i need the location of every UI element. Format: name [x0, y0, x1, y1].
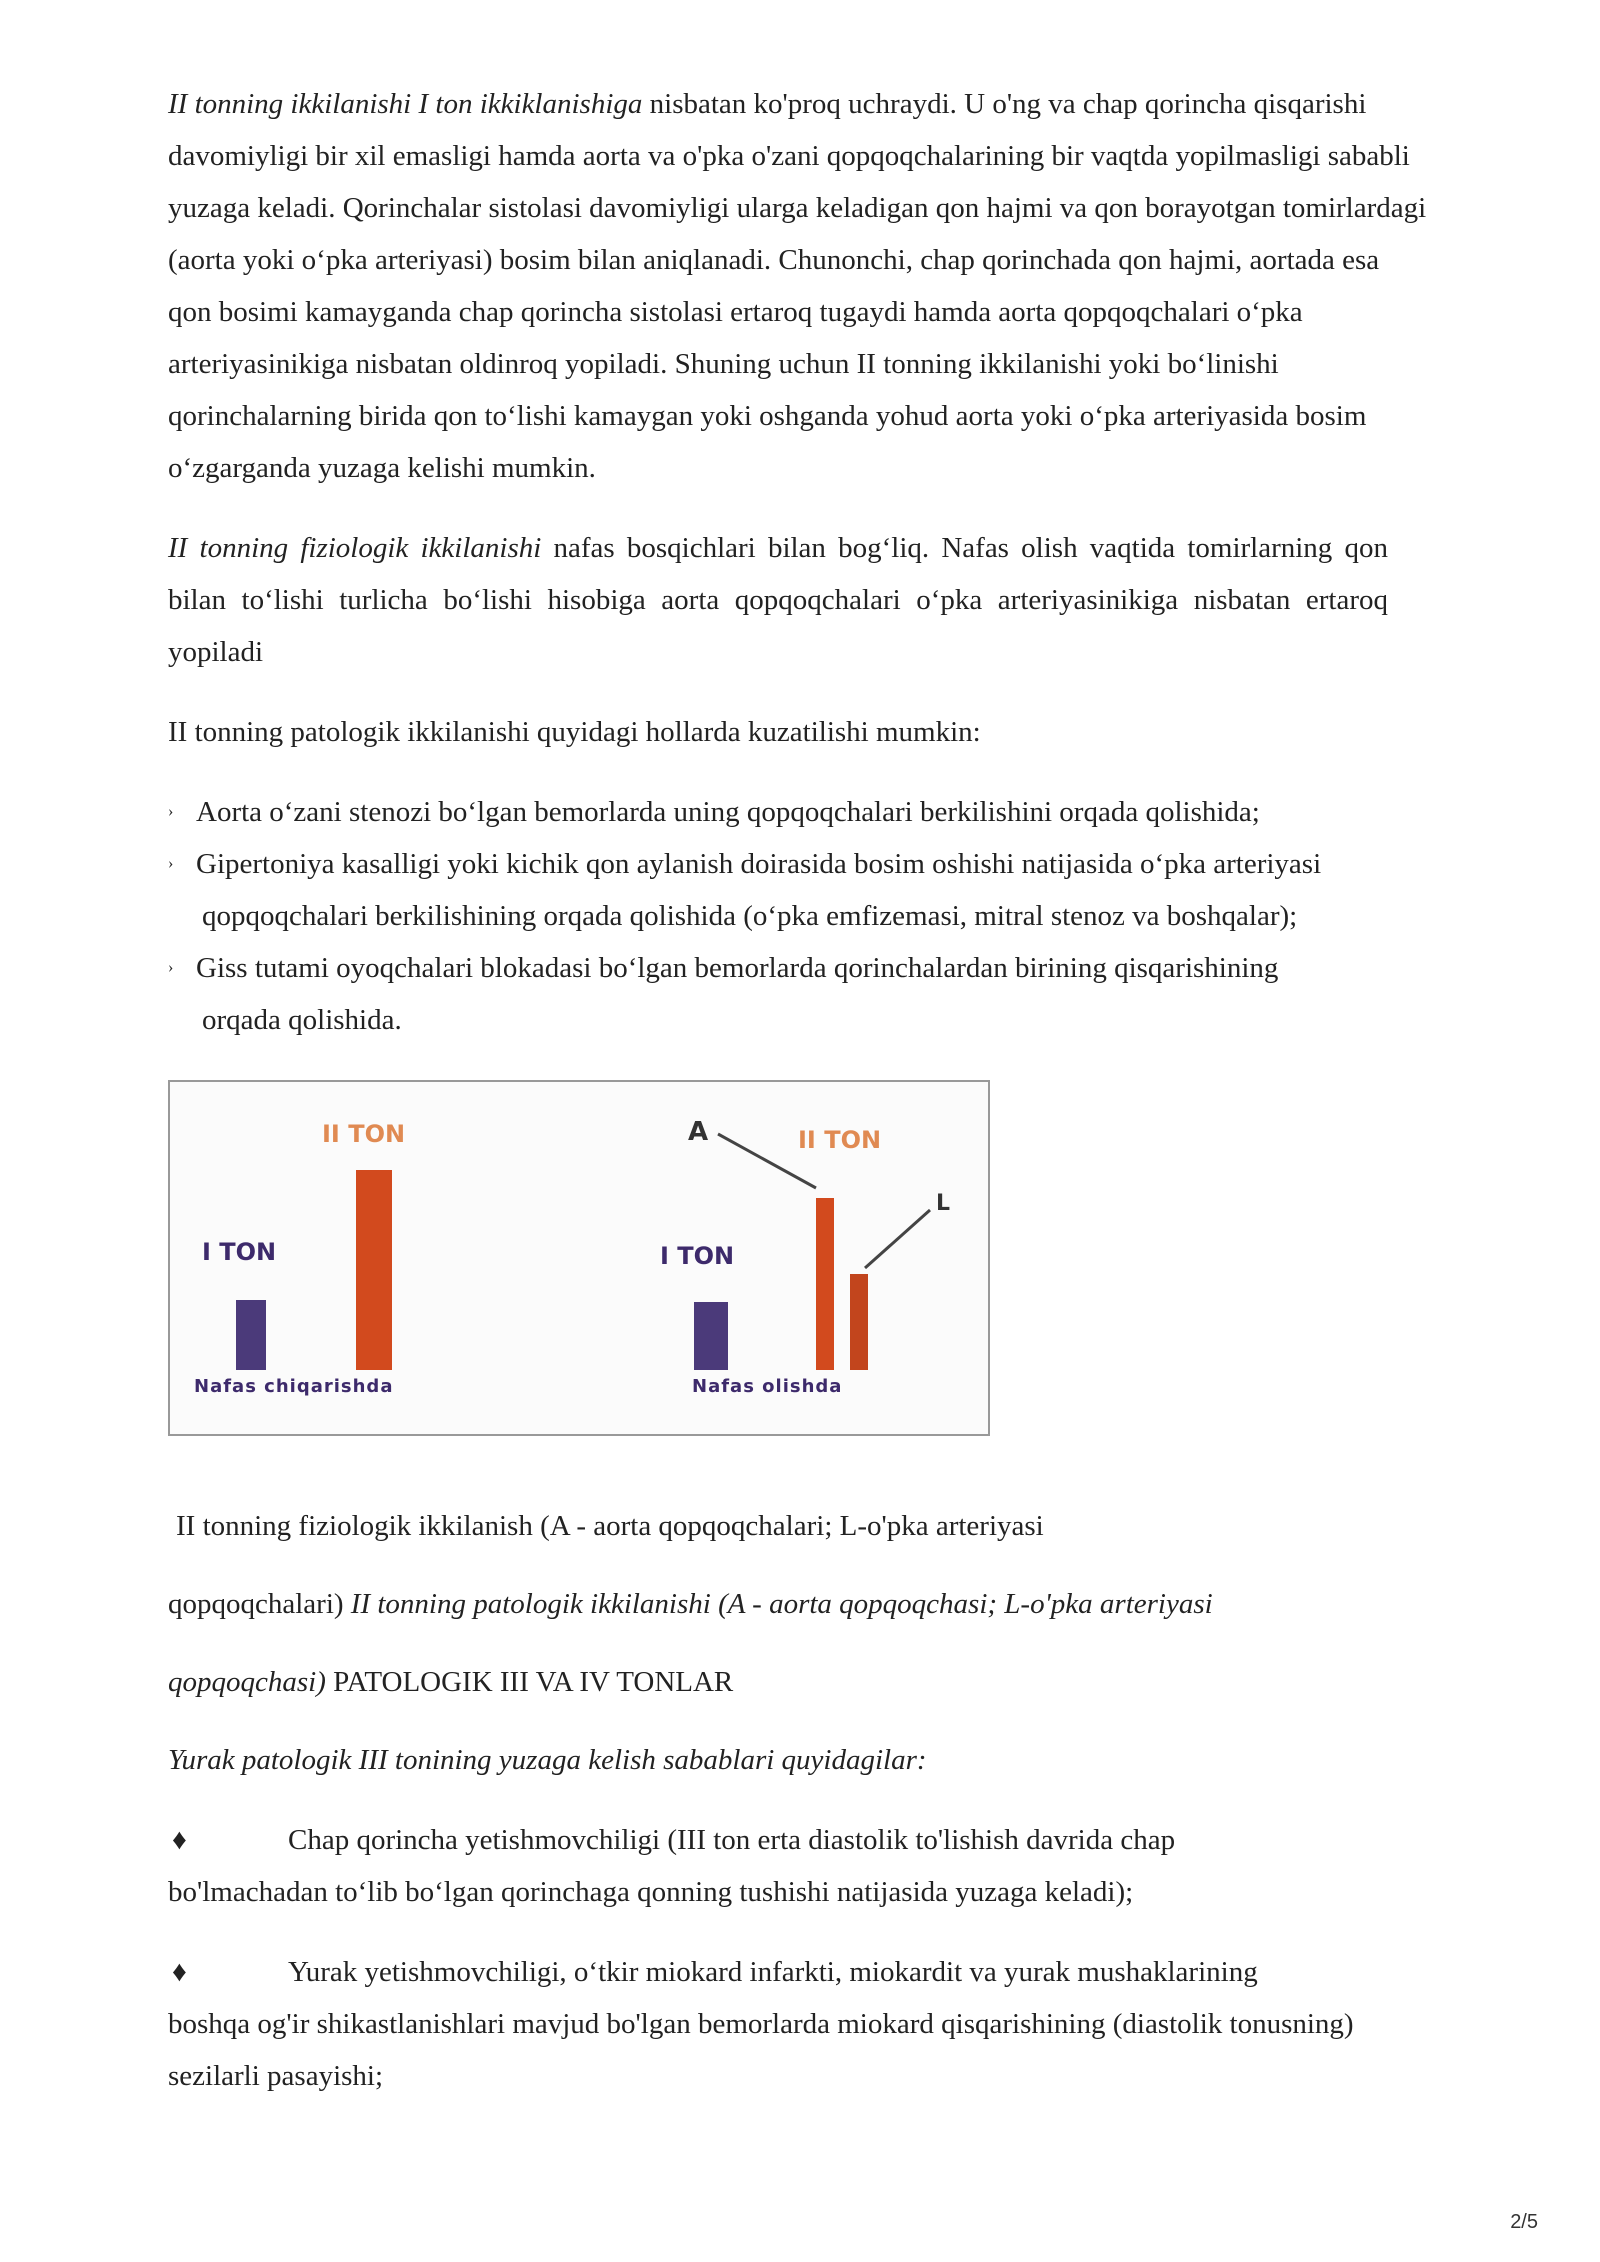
left-ii-ton-bar: [356, 1170, 392, 1370]
right-a-bar: [816, 1198, 834, 1370]
caption-italic-text: II tonning patologik ikkilanishi (A - aorta qopqoqchasi; L-o'pka arteriyasi: [350, 1588, 1213, 1620]
right-ii-ton-label: II TON: [798, 1126, 882, 1154]
figure-caption-line-3: [168, 1656, 1440, 1708]
page-number: 2/5: [1510, 2211, 1538, 2233]
right-l-bar: [850, 1274, 868, 1370]
paragraph-ii-ton-ikkilanishi: [168, 78, 1428, 494]
list-item-text: Giss tutami oyoqchalari blokadasi bo‘lgan bemorlarda qorinchalardan birining qisqarishining: [196, 952, 1279, 984]
figure-caption-line-2: [168, 1578, 1440, 1630]
section-heading-patologik-tonlar: PATOLOGIK III VA IV TONLAR: [325, 1666, 734, 1698]
diamond-list-item: [168, 1946, 1440, 2102]
diamond-item-first-line: Chap qorincha yetishmovchiligi (III ton erta diastolik to'lishish davrida chap: [288, 1824, 1176, 1856]
list-item: [168, 786, 1440, 838]
paragraph-fiziologik-ikkilanish: [168, 522, 1388, 678]
left-i-ton-bar: [236, 1300, 266, 1370]
figure-caption-line-1: II tonning fiziologik ikkilanish (A - aorta qopqoqchalari; L-o'pka arteriyasi: [176, 1510, 1044, 1542]
paragraph-italic-lead: II tonning ikkilanishi I ton ikkiklanishiga: [168, 88, 643, 120]
diamond-list-item: [168, 1814, 1440, 1918]
diamond-bullet-icon: ♦: [172, 1956, 187, 1988]
yurak-heading-text: Yurak patologik III tonining yuzaga kelish sabablari quyidagilar:: [168, 1744, 927, 1776]
right-panel-caption: Nafas olishda: [692, 1376, 843, 1397]
l-pointer-line: [865, 1210, 930, 1268]
paragraph-italic-lead: II tonning fiziologik ikkilanishi: [168, 532, 542, 564]
caption-italic-text: qopqoqchasi): [168, 1666, 326, 1698]
paragraph-text: nisbatan ko'proq uchraydi. U o'ng va chap qorincha qisqarishi davomiyligi bir xil emasligi hamda aorta va o'pka o'zani qopqoqchalarining bir vaqtda yopilmasligi sababli yuzaga keladi. Qorinchalar sistolasi davomiyligi ularga keladigan qon hajmi va qon borayotgan tomirlardagi (aorta yoki o‘pka arteriyasi) bosim bilan aniqlanadi. Chunonchi, chap qorinchada qon hajmi, aortada esa qon bosimi kamayganda chap qorincha sistolasi ertaroq tugaydi hamda aorta qopqoqchalari o‘pka arteriyasinikiga nisbatan oldinroq yopiladi. Shuning uchun II tonning ikkilanishi yoki bo‘linishi qorinchalarning birida qon to‘lishi kamaygan yoki oshganda yohud aorta yoki o‘pka arteriyasida bosim o‘zgarganda yuzaga kelishi mumkin.: [168, 88, 1427, 484]
list-item-text-continued: orqada qolishida.: [202, 1004, 402, 1036]
right-a-label: A: [688, 1117, 709, 1147]
left-ii-ton-label: II TON: [322, 1120, 406, 1148]
heart-sound-figure: [168, 1080, 990, 1436]
list-item: [168, 838, 1440, 942]
bullet-marker-icon: ›: [168, 855, 174, 872]
list-item: [168, 942, 1440, 1046]
paragraph-patologik-intro: II tonning patologik ikkilanishi quyidagi hollarda kuzatilishi mumkin:: [168, 716, 981, 748]
right-l-label: L: [936, 1191, 951, 1216]
bullet-list-patologik: [168, 786, 1440, 1046]
right-i-ton-label: I TON: [660, 1242, 735, 1270]
yurak-iii-ton-heading: [168, 1734, 1440, 1786]
list-item-text: Aorta o‘zani stenozi bo‘lgan bemorlarda uning qopqoqchalari berkilishini orqada qolishida;: [196, 796, 1260, 828]
diamond-item-first-line: Yurak yetishmovchiligi, o‘tkir miokard infarkti, miokardit va yurak mushaklarining: [288, 1956, 1258, 1988]
document-page: [168, 78, 1440, 2102]
right-i-ton-bar: [694, 1302, 728, 1370]
diamond-bullet-icon: ♦: [172, 1824, 187, 1856]
diamond-item-continued: bo'lmachadan to‘lib bo‘lgan qorinchaga qonning tushishi natijasida yuzaga keladi);: [168, 1876, 1134, 1908]
left-i-ton-label: I TON: [202, 1238, 277, 1266]
heart-sound-diagram: [170, 1082, 988, 1434]
bullet-marker-icon: ›: [168, 803, 174, 820]
diamond-item-continued: boshqa og'ir shikastlanishlari mavjud bo'lgan bemorlarda miokard qisqarishining (diastolik tonusning) sezilarli pasayishi;: [168, 2008, 1354, 2092]
caption-normal-text: qopqoqchalari): [168, 1588, 351, 1620]
list-item-text: Gipertoniya kasalligi yoki kichik qon aylanish doirasida bosim oshishi natijasida o‘pka arteriyasi: [196, 848, 1322, 880]
list-item-text-continued: qopqoqchalari berkilishining orqada qolishida (o‘pka emfizemasi, mitral stenoz va boshqalar);: [202, 900, 1298, 932]
bullet-marker-icon: ›: [168, 959, 174, 976]
paragraph-text: nafas bosqichlari bilan bog‘liq. Nafas olish vaqtida tomirlarning qon bilan to‘lishi turlicha bo‘lishi hisobiga aorta qopqoqchalari o‘pka arteriyasinikiga nisbatan ertaroq yopiladi: [168, 532, 1388, 668]
left-panel-caption: Nafas chiqarishda: [194, 1376, 394, 1397]
